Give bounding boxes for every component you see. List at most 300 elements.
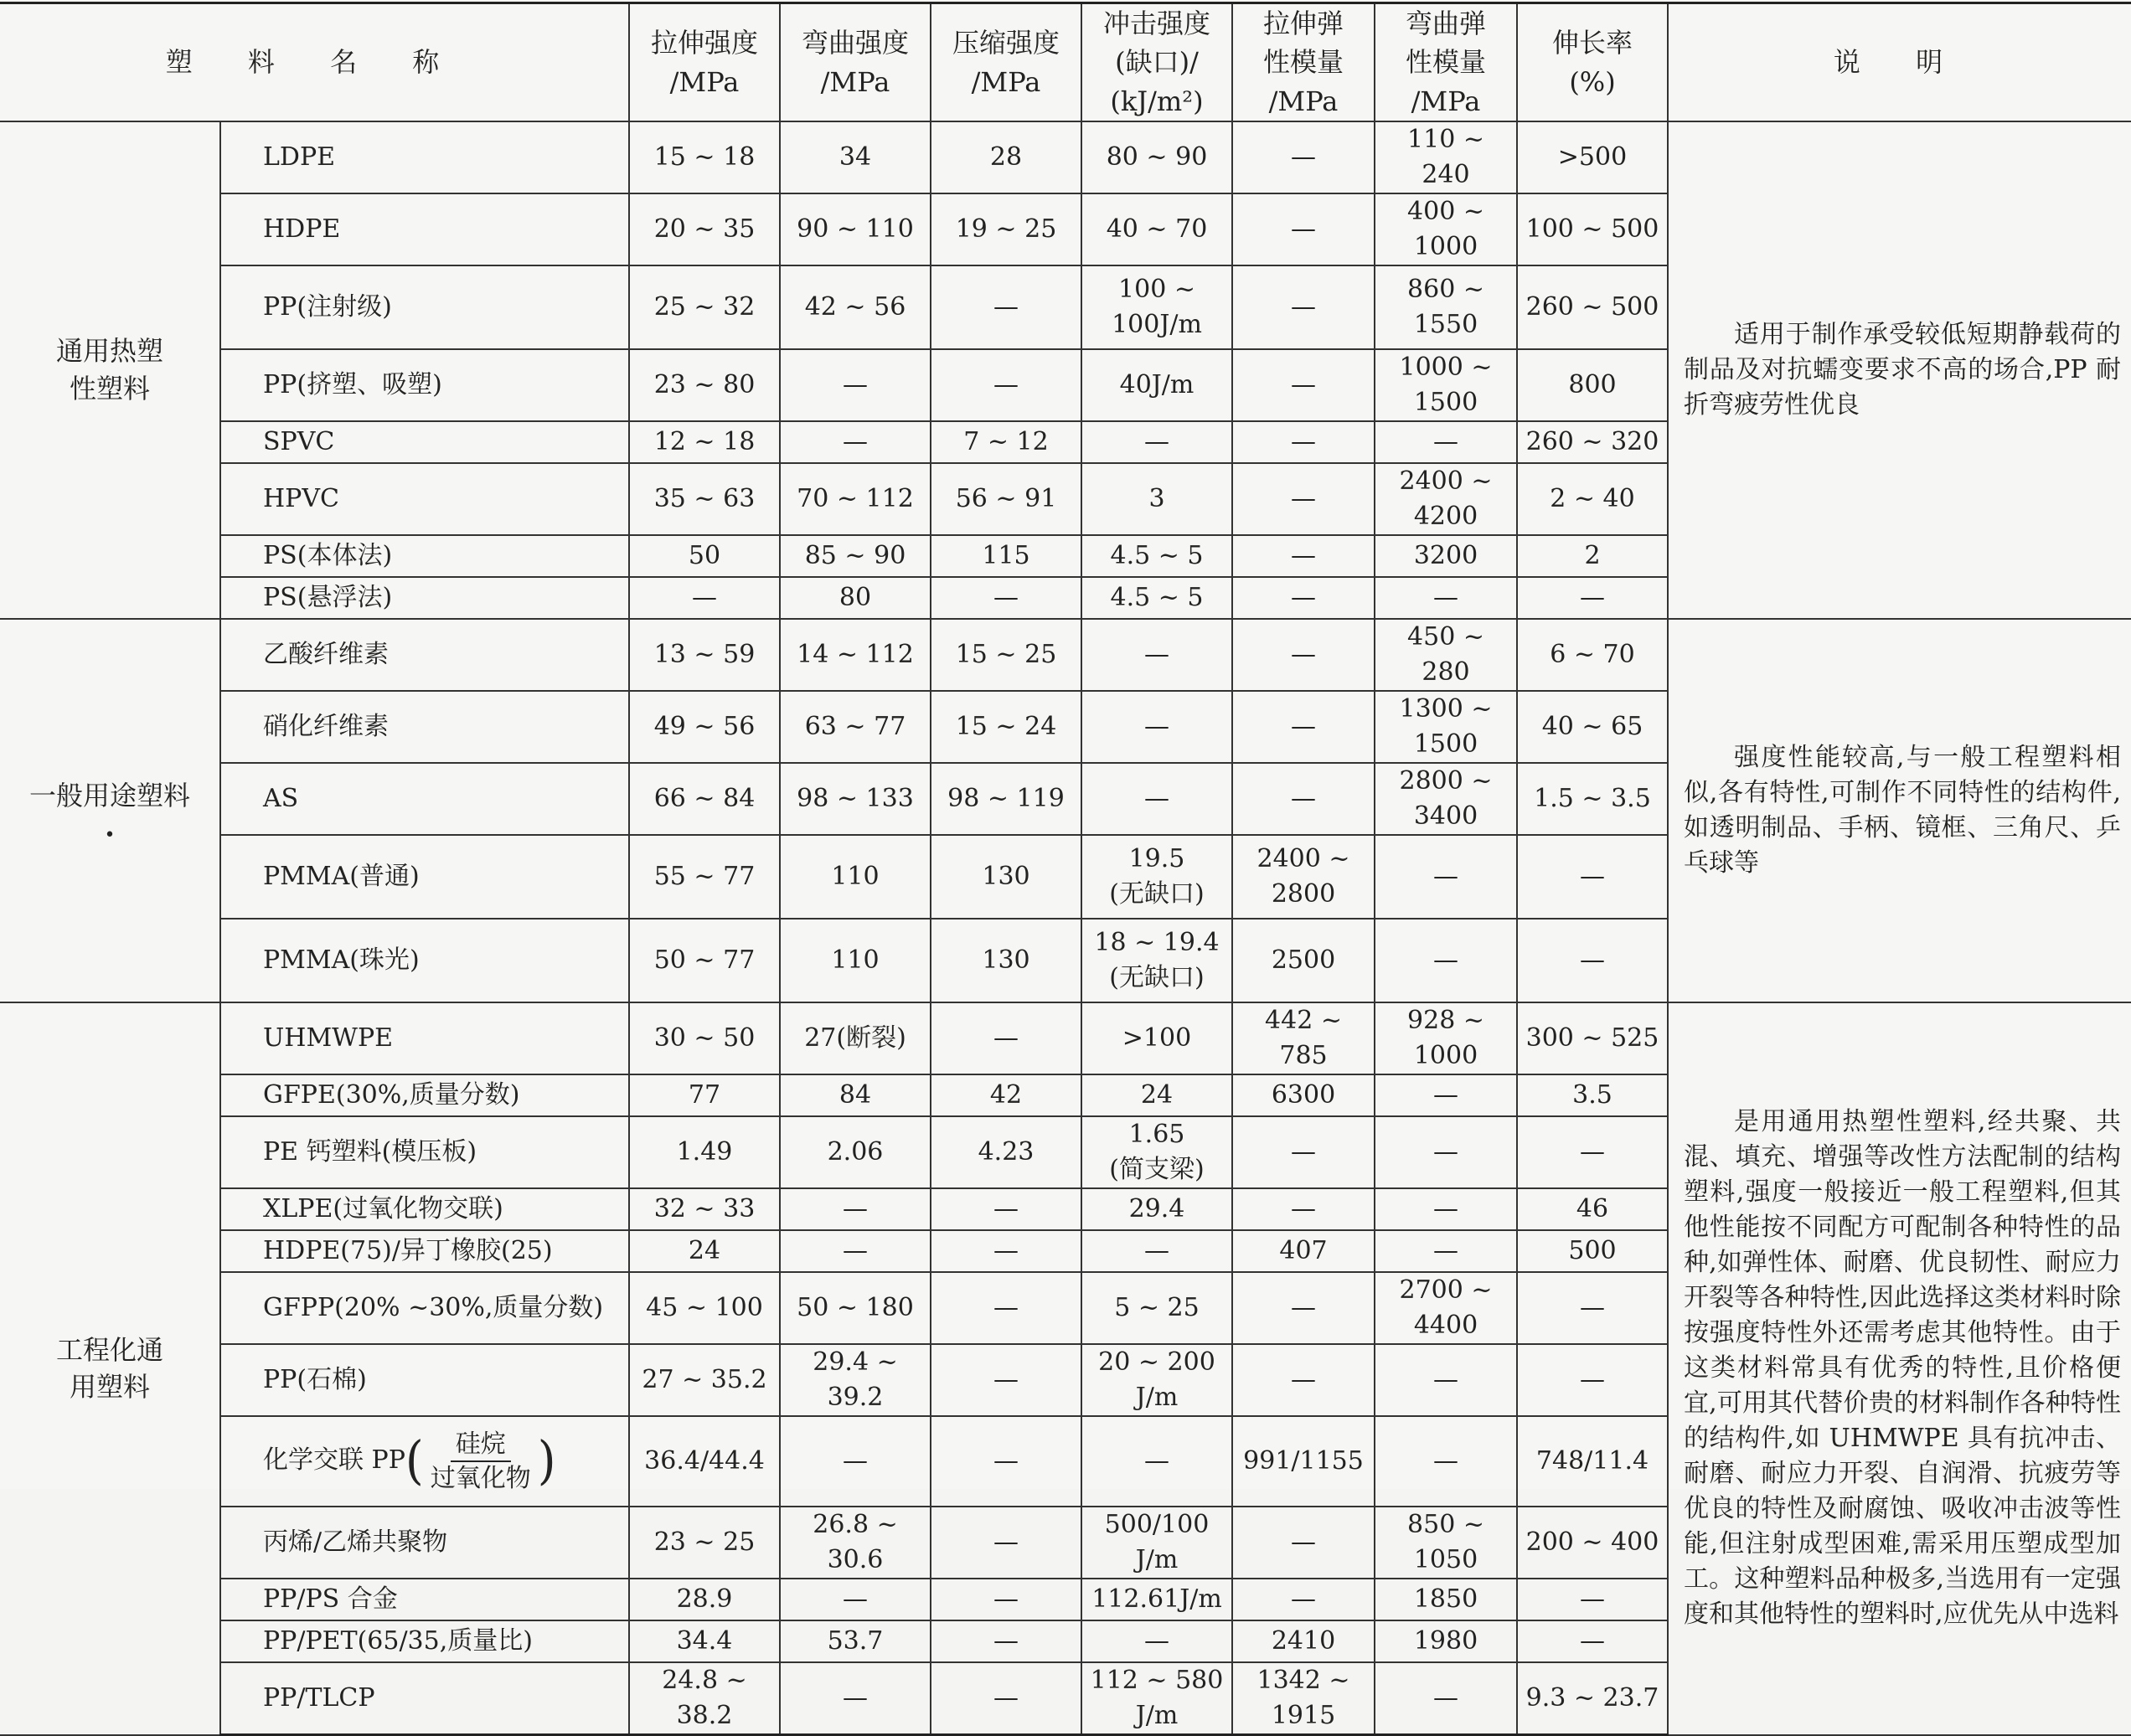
tensile-cell-value: — bbox=[692, 583, 717, 613]
impact-value: >100 bbox=[1122, 1023, 1192, 1053]
elongation-value: 800 bbox=[1568, 370, 1617, 400]
elongation-value: 300 ~ 525 bbox=[1525, 1023, 1659, 1053]
elongation-value: — bbox=[1580, 583, 1605, 613]
elongation-value: 6 ~ 70 bbox=[1550, 640, 1635, 670]
tensile-cell-value: 50 ~ 77 bbox=[653, 945, 756, 976]
flexural-cell-value: 110 bbox=[831, 862, 880, 892]
tensile-modulus-value: — bbox=[1291, 784, 1316, 814]
compressive-cell bbox=[931, 1416, 1081, 1507]
tensile-modulus-value: — bbox=[1291, 292, 1316, 322]
compressive-cell bbox=[931, 763, 1081, 835]
plastic-name: PS(悬浮法) bbox=[263, 583, 393, 613]
flexural-modulus-value: 110 ~ 240 bbox=[1407, 125, 1484, 190]
tensile-modulus-cell bbox=[1232, 835, 1375, 919]
tensile-cell-value: 55 ~ 77 bbox=[653, 862, 756, 892]
elongation-value: — bbox=[1580, 945, 1605, 976]
compressive-cell bbox=[931, 1230, 1081, 1272]
table-body bbox=[0, 121, 2131, 1735]
compressive-cell bbox=[931, 1620, 1081, 1662]
plastic-name-cell bbox=[220, 1116, 629, 1188]
tensile-cell-value: 77 bbox=[688, 1080, 721, 1110]
flexural-modulus-value: — bbox=[1433, 1236, 1458, 1266]
elongation-value: — bbox=[1580, 1365, 1605, 1395]
plastic-name: LDPE bbox=[263, 142, 336, 173]
elongation-cell bbox=[1517, 1416, 1668, 1507]
compressive-cell-value: — bbox=[993, 1293, 1019, 1323]
flexural-cell-value: 2.06 bbox=[827, 1137, 884, 1167]
impact-cell bbox=[1081, 577, 1232, 619]
plastic-name: UHMWPE bbox=[263, 1023, 394, 1053]
compressive-cell bbox=[931, 691, 1081, 763]
flexural-modulus-value: 450 ~ 280 bbox=[1407, 622, 1484, 688]
elongation-value: — bbox=[1580, 1293, 1605, 1323]
flexural-modulus-cell bbox=[1375, 919, 1517, 1002]
flexural-cell-value: 34 bbox=[838, 142, 872, 173]
compressive-cell-value: — bbox=[993, 1023, 1019, 1053]
impact-value: J/m bbox=[1135, 1545, 1179, 1575]
plastic-name-cell bbox=[220, 349, 629, 421]
flexural-modulus-value: — bbox=[1433, 1137, 1458, 1167]
tensile-modulus-value: — bbox=[1291, 640, 1316, 670]
plastic-name: PP/PET(65/35,质量比) bbox=[263, 1626, 533, 1656]
tensile-modulus-value: — bbox=[1291, 1194, 1316, 1224]
tensile-cell bbox=[629, 121, 780, 193]
tensile-modulus-value: — bbox=[1291, 712, 1316, 742]
flexural-modulus-value: 400 ~ 1000 bbox=[1407, 197, 1484, 262]
elongation-value: 500 bbox=[1568, 1236, 1617, 1266]
plastic-name-cell bbox=[220, 919, 629, 1002]
note-cell bbox=[1668, 1002, 2131, 1735]
plastic-name-cell bbox=[220, 265, 629, 349]
tensile-modulus-cell bbox=[1232, 1074, 1375, 1116]
elongation-cell bbox=[1517, 1230, 1668, 1272]
plastic-name-cell bbox=[220, 1074, 629, 1116]
elongation-cell bbox=[1517, 1188, 1668, 1230]
flexural-modulus-cell bbox=[1375, 421, 1517, 463]
impact-value: J/m bbox=[1135, 1701, 1179, 1731]
elongation-value: >500 bbox=[1557, 142, 1628, 173]
plastic-name: 化学交联 PP bbox=[263, 1445, 405, 1476]
tensile-cell bbox=[629, 763, 780, 835]
impact-value: 24 bbox=[1140, 1080, 1174, 1110]
tensile-modulus-cell bbox=[1232, 763, 1375, 835]
header-tensile: 拉伸强度 /MPa bbox=[629, 3, 780, 122]
flexural-modulus-value: 2400 ~ 4200 bbox=[1399, 466, 1493, 532]
plastic-name: PMMA(普通) bbox=[263, 862, 420, 892]
flexural-modulus-value: — bbox=[1433, 945, 1458, 976]
impact-cell bbox=[1081, 1074, 1232, 1116]
group-name-line: 通用热塑 bbox=[55, 335, 163, 368]
impact-cell bbox=[1081, 1116, 1232, 1188]
plastic-name: 乙酸纤维素 bbox=[263, 640, 389, 670]
tensile-modulus-value: 1342 ~ 1915 bbox=[1256, 1666, 1350, 1731]
elongation-cell bbox=[1517, 535, 1668, 577]
tensile-modulus-cell bbox=[1232, 193, 1375, 265]
compressive-cell-value: 98 ~ 119 bbox=[947, 784, 1065, 814]
elongation-value: 3.5 bbox=[1572, 1080, 1612, 1110]
compressive-cell-value: — bbox=[993, 1584, 1019, 1615]
flexural-cell bbox=[780, 1507, 931, 1579]
tensile-cell-value: 23 ~ 80 bbox=[653, 370, 756, 400]
flexural-modulus-value: 928 ~ 1000 bbox=[1407, 1006, 1484, 1071]
header-elongation: 伸长率 (%) bbox=[1517, 3, 1668, 122]
impact-cell bbox=[1081, 193, 1232, 265]
tensile-cell bbox=[629, 1116, 780, 1188]
impact-value: — bbox=[1144, 427, 1169, 457]
plastic-name-cell bbox=[220, 121, 629, 193]
tensile-cell-value: 28.9 bbox=[676, 1584, 733, 1615]
tensile-modulus-cell bbox=[1232, 349, 1375, 421]
tensile-modulus-cell bbox=[1232, 1116, 1375, 1188]
impact-value: — bbox=[1144, 784, 1169, 814]
compressive-cell-value: — bbox=[993, 1683, 1019, 1713]
tensile-cell bbox=[629, 1620, 780, 1662]
group-name-cell bbox=[0, 121, 220, 619]
tensile-modulus-cell bbox=[1232, 421, 1375, 463]
header-row bbox=[0, 3, 2131, 122]
table-row bbox=[0, 619, 2131, 691]
compressive-cell-value: 7 ~ 12 bbox=[963, 427, 1049, 457]
elongation-value: 9.3 ~ 23.7 bbox=[1525, 1683, 1659, 1713]
plastic-name-cell bbox=[220, 535, 629, 577]
flexural-modulus-cell bbox=[1375, 463, 1517, 535]
plastic-name-cell bbox=[220, 691, 629, 763]
tensile-cell bbox=[629, 421, 780, 463]
tensile-cell-value: 24 bbox=[688, 1236, 721, 1266]
compressive-cell-value: 15 ~ 25 bbox=[955, 640, 1057, 670]
plastic-name-cell bbox=[220, 1507, 629, 1579]
tensile-cell bbox=[629, 1507, 780, 1579]
tensile-cell-value: 49 ~ 56 bbox=[653, 712, 756, 742]
impact-value: 1.65 bbox=[1128, 1120, 1185, 1150]
elongation-cell bbox=[1517, 1272, 1668, 1344]
tensile-modulus-value: 6300 bbox=[1271, 1080, 1336, 1110]
flexural-modulus-cell bbox=[1375, 193, 1517, 265]
impact-value: 500/100 bbox=[1104, 1510, 1210, 1540]
tensile-cell-value: 27 ~ 35.2 bbox=[642, 1365, 767, 1395]
compressive-cell-value: 130 bbox=[982, 862, 1030, 892]
impact-value: 3 bbox=[1148, 484, 1165, 514]
tensile-modulus-value: — bbox=[1291, 583, 1316, 613]
compressive-cell bbox=[931, 1662, 1081, 1735]
impact-cell bbox=[1081, 265, 1232, 349]
elongation-value: 40 ~ 65 bbox=[1541, 712, 1643, 742]
impact-value: 19.5 bbox=[1128, 844, 1185, 874]
tensile-cell-value: 35 ~ 63 bbox=[653, 484, 756, 514]
flexural-modulus-value: — bbox=[1433, 1683, 1458, 1713]
elongation-value: — bbox=[1580, 1626, 1605, 1656]
flexural-modulus-value: 850 ~ 1050 bbox=[1407, 1510, 1484, 1575]
impact-cell bbox=[1081, 1579, 1232, 1620]
flexural-modulus-cell bbox=[1375, 1662, 1517, 1735]
flexural-modulus-cell bbox=[1375, 619, 1517, 691]
fraction-bracket bbox=[405, 1428, 556, 1495]
plastic-name: HPVC bbox=[263, 484, 339, 514]
impact-cell bbox=[1081, 121, 1232, 193]
tensile-cell bbox=[629, 1074, 780, 1116]
flexural-modulus-cell bbox=[1375, 1002, 1517, 1074]
elongation-cell bbox=[1517, 193, 1668, 265]
impact-value: — bbox=[1144, 712, 1169, 742]
impact-value: 80 ~ 90 bbox=[1106, 142, 1208, 173]
tensile-cell bbox=[629, 835, 780, 919]
tensile-modulus-value: — bbox=[1291, 214, 1316, 245]
plastic-name: PP(挤塑、吸塑) bbox=[263, 370, 442, 400]
elongation-cell bbox=[1517, 919, 1668, 1002]
elongation-cell bbox=[1517, 691, 1668, 763]
elongation-cell bbox=[1517, 577, 1668, 619]
flexural-cell bbox=[780, 1116, 931, 1188]
flexural-cell bbox=[780, 1662, 931, 1735]
tensile-modulus-cell bbox=[1232, 1188, 1375, 1230]
impact-value: (无缺口) bbox=[1109, 963, 1205, 993]
tensile-modulus-cell bbox=[1232, 1230, 1375, 1272]
tensile-cell-value: 24.8 ~ 38.2 bbox=[662, 1666, 747, 1731]
tensile-cell bbox=[629, 193, 780, 265]
tensile-cell-value: 45 ~ 100 bbox=[646, 1293, 763, 1323]
flexural-modulus-value: 1850 bbox=[1413, 1584, 1478, 1615]
impact-cell bbox=[1081, 349, 1232, 421]
tensile-modulus-value: — bbox=[1291, 1365, 1316, 1395]
flexural-cell bbox=[780, 919, 931, 1002]
flexural-cell-value: 98 ~ 133 bbox=[797, 784, 914, 814]
flexural-cell bbox=[780, 265, 931, 349]
tensile-cell bbox=[629, 1002, 780, 1074]
plastic-name: HDPE(75)/异丁橡胶(25) bbox=[263, 1236, 553, 1266]
elongation-value: — bbox=[1580, 862, 1605, 892]
table-row bbox=[0, 1002, 2131, 1074]
elongation-cell bbox=[1517, 1579, 1668, 1620]
flexural-cell bbox=[780, 1272, 931, 1344]
plastic-name-cell bbox=[220, 577, 629, 619]
group-note: 强度性能较高,与一般工程塑料相似,各有特性,可制作不同特性的结构件,如透明制品、手柄、镜框、三角尺、乒乓球等 bbox=[1684, 743, 2121, 878]
tensile-modulus-cell bbox=[1232, 1507, 1375, 1579]
elongation-value: — bbox=[1580, 1584, 1605, 1615]
compressive-cell bbox=[931, 1116, 1081, 1188]
flexural-cell bbox=[780, 1002, 931, 1074]
tensile-modulus-value: 2800 bbox=[1271, 879, 1336, 909]
tensile-modulus-cell bbox=[1232, 1002, 1375, 1074]
tensile-modulus-cell bbox=[1232, 1272, 1375, 1344]
header-name: 塑 料 名 称 bbox=[0, 3, 629, 122]
tensile-cell bbox=[629, 577, 780, 619]
impact-cell bbox=[1081, 463, 1232, 535]
impact-cell bbox=[1081, 1002, 1232, 1074]
flexural-modulus-cell bbox=[1375, 265, 1517, 349]
right-paren: ) bbox=[537, 1430, 556, 1491]
flexural-cell-value: — bbox=[843, 427, 868, 457]
flexural-cell-value: — bbox=[843, 1236, 868, 1266]
flexural-modulus-cell bbox=[1375, 1579, 1517, 1620]
flexural-cell-value: 50 ~ 180 bbox=[797, 1293, 914, 1323]
elongation-cell bbox=[1517, 1344, 1668, 1416]
tensile-modulus-cell bbox=[1232, 619, 1375, 691]
tensile-modulus-value: — bbox=[1291, 1293, 1316, 1323]
group-name-cell bbox=[0, 619, 220, 1002]
impact-cell bbox=[1081, 763, 1232, 835]
plastic-name: 丙烯/乙烯共聚物 bbox=[263, 1527, 448, 1558]
tensile-modulus-cell bbox=[1232, 1344, 1375, 1416]
compressive-cell bbox=[931, 1074, 1081, 1116]
flexural-modulus-cell bbox=[1375, 1272, 1517, 1344]
tensile-modulus-cell bbox=[1232, 691, 1375, 763]
compressive-cell-value: — bbox=[993, 292, 1019, 322]
compressive-cell bbox=[931, 421, 1081, 463]
flexural-cell-value: 80 bbox=[838, 583, 872, 613]
plastic-name-cell bbox=[220, 1620, 629, 1662]
flexural-cell-value: 53.7 bbox=[827, 1626, 884, 1656]
tensile-cell-value: 25 ~ 32 bbox=[653, 292, 756, 322]
plastic-name-cell bbox=[220, 1662, 629, 1735]
flexural-modulus-value: 860 ~ 1550 bbox=[1407, 275, 1484, 340]
plastic-name: PE 钙塑料(模压板) bbox=[263, 1137, 477, 1167]
compressive-cell bbox=[931, 835, 1081, 919]
impact-value: — bbox=[1144, 1626, 1169, 1656]
flexural-cell-value: 27(断裂) bbox=[804, 1023, 906, 1053]
impact-value: 4.5 ~ 5 bbox=[1110, 541, 1204, 571]
compressive-cell-value: 15 ~ 24 bbox=[955, 712, 1057, 742]
compressive-cell bbox=[931, 1188, 1081, 1230]
flexural-modulus-value: 2800 ~ 3400 bbox=[1399, 766, 1493, 832]
flexural-modulus-cell bbox=[1375, 349, 1517, 421]
plastic-name-cell bbox=[220, 1579, 629, 1620]
compressive-cell bbox=[931, 1579, 1081, 1620]
elongation-cell bbox=[1517, 1662, 1668, 1735]
tensile-modulus-value: 407 bbox=[1279, 1236, 1328, 1266]
flexural-cell-value: 90 ~ 110 bbox=[797, 214, 914, 245]
elongation-value: 2 bbox=[1584, 541, 1601, 571]
flexural-cell bbox=[780, 193, 931, 265]
compressive-cell-value: — bbox=[993, 1446, 1019, 1476]
compressive-cell bbox=[931, 1002, 1081, 1074]
flexural-cell bbox=[780, 1579, 931, 1620]
flexural-cell bbox=[780, 121, 931, 193]
impact-cell bbox=[1081, 919, 1232, 1002]
flexural-modulus-cell bbox=[1375, 1116, 1517, 1188]
tensile-modulus-cell bbox=[1232, 1579, 1375, 1620]
impact-cell bbox=[1081, 691, 1232, 763]
flexural-modulus-cell bbox=[1375, 535, 1517, 577]
tensile-modulus-cell bbox=[1232, 265, 1375, 349]
plastic-name-cell bbox=[220, 1272, 629, 1344]
impact-cell bbox=[1081, 1662, 1232, 1735]
left-paren: ( bbox=[405, 1430, 424, 1491]
impact-value: 20 ~ 200 bbox=[1098, 1347, 1215, 1378]
flexural-modulus-value: 2700 ~ 4400 bbox=[1399, 1275, 1493, 1341]
compressive-cell-value: — bbox=[993, 1527, 1019, 1558]
compressive-cell bbox=[931, 463, 1081, 535]
plastic-name-cell bbox=[220, 1230, 629, 1272]
flexural-cell bbox=[780, 535, 931, 577]
impact-cell bbox=[1081, 1344, 1232, 1416]
elongation-value: 46 bbox=[1576, 1194, 1609, 1224]
flexural-modulus-cell bbox=[1375, 1188, 1517, 1230]
impact-value: — bbox=[1144, 1446, 1169, 1476]
tensile-modulus-value: 2500 bbox=[1271, 945, 1336, 976]
elongation-value: 200 ~ 400 bbox=[1525, 1527, 1659, 1558]
impact-value: — bbox=[1144, 1236, 1169, 1266]
compressive-cell-value: — bbox=[993, 1626, 1019, 1656]
plastic-name: GFPP(20% ~30%,质量分数) bbox=[263, 1293, 604, 1323]
impact-value: 29.4 bbox=[1128, 1194, 1185, 1224]
header-impact: 冲击强度 (缺口)/ (kJ/m²) bbox=[1081, 3, 1232, 122]
plastic-name: PP(石棉) bbox=[263, 1365, 367, 1395]
flexural-modulus-value: 1980 bbox=[1413, 1626, 1478, 1656]
compressive-cell-value: 115 bbox=[982, 541, 1030, 571]
compressive-cell-value: — bbox=[993, 583, 1019, 613]
impact-value: (无缺口) bbox=[1109, 879, 1205, 909]
group-note: 适用于制作承受较低短期静载荷的制品及对抗蠕变要求不高的场合,PP 耐折弯疲劳性优良 bbox=[1684, 320, 2121, 420]
tensile-modulus-cell bbox=[1232, 919, 1375, 1002]
header-tensile-modulus: 拉伸弹 性模量 /MPa bbox=[1232, 3, 1375, 122]
elongation-value: 260 ~ 320 bbox=[1525, 427, 1659, 457]
flexural-cell bbox=[780, 1620, 931, 1662]
flexural-modulus-cell bbox=[1375, 121, 1517, 193]
flexural-modulus-cell bbox=[1375, 1344, 1517, 1416]
elongation-cell bbox=[1517, 1507, 1668, 1579]
flexural-modulus-value: — bbox=[1433, 1194, 1458, 1224]
flexural-cell-value: 42 ~ 56 bbox=[804, 292, 906, 322]
impact-cell bbox=[1081, 1230, 1232, 1272]
tensile-cell-value: 15 ~ 18 bbox=[653, 142, 756, 173]
group-name-cell bbox=[0, 1002, 220, 1735]
tensile-modulus-value: — bbox=[1291, 1527, 1316, 1558]
elongation-value: 260 ~ 500 bbox=[1525, 292, 1659, 322]
tensile-cell bbox=[629, 463, 780, 535]
elongation-cell bbox=[1517, 121, 1668, 193]
tensile-modulus-value: — bbox=[1291, 1584, 1316, 1615]
flexural-cell-value: 85 ~ 90 bbox=[804, 541, 906, 571]
impact-cell bbox=[1081, 1620, 1232, 1662]
flexural-cell bbox=[780, 463, 931, 535]
tensile-modulus-value: 2410 bbox=[1271, 1626, 1336, 1656]
plastics-properties-table bbox=[0, 2, 2131, 1736]
flexural-cell-value: 29.4 ~ 39.2 bbox=[813, 1347, 898, 1413]
plastic-name-cell bbox=[220, 619, 629, 691]
note-cell bbox=[1668, 619, 2131, 1002]
flexural-modulus-value: — bbox=[1433, 427, 1458, 457]
compressive-cell-value: 42 bbox=[989, 1080, 1023, 1110]
plastic-name-cell bbox=[220, 1416, 629, 1507]
tensile-cell bbox=[629, 1188, 780, 1230]
flexural-cell bbox=[780, 763, 931, 835]
compressive-cell bbox=[931, 577, 1081, 619]
tensile-modulus-value: 991/1155 bbox=[1243, 1446, 1364, 1476]
elongation-cell bbox=[1517, 1074, 1668, 1116]
flexural-modulus-cell bbox=[1375, 1507, 1517, 1579]
tensile-modulus-value: 442 ~ 785 bbox=[1265, 1006, 1342, 1071]
flexural-cell-value: 70 ~ 112 bbox=[797, 484, 914, 514]
tensile-cell bbox=[629, 1230, 780, 1272]
elongation-cell bbox=[1517, 421, 1668, 463]
plastic-name: GFPE(30%,质量分数) bbox=[263, 1080, 520, 1110]
impact-value: — bbox=[1144, 640, 1169, 670]
plastic-name: PP/TLCP bbox=[263, 1683, 375, 1713]
flexural-cell bbox=[780, 1074, 931, 1116]
tensile-modulus-value: — bbox=[1291, 541, 1316, 571]
compressive-cell bbox=[931, 1344, 1081, 1416]
flexural-cell-value: — bbox=[843, 1584, 868, 1615]
compressive-cell-value: 19 ~ 25 bbox=[955, 214, 1057, 245]
compressive-cell-value: — bbox=[993, 1194, 1019, 1224]
elongation-value: 2 ~ 40 bbox=[1550, 484, 1635, 514]
compressive-cell bbox=[931, 535, 1081, 577]
tensile-modulus-value: — bbox=[1291, 427, 1316, 457]
flexural-modulus-cell bbox=[1375, 577, 1517, 619]
header-note: 说 明 bbox=[1668, 3, 2131, 122]
group-name-line: 工程化通 bbox=[55, 1333, 163, 1366]
impact-cell bbox=[1081, 1272, 1232, 1344]
